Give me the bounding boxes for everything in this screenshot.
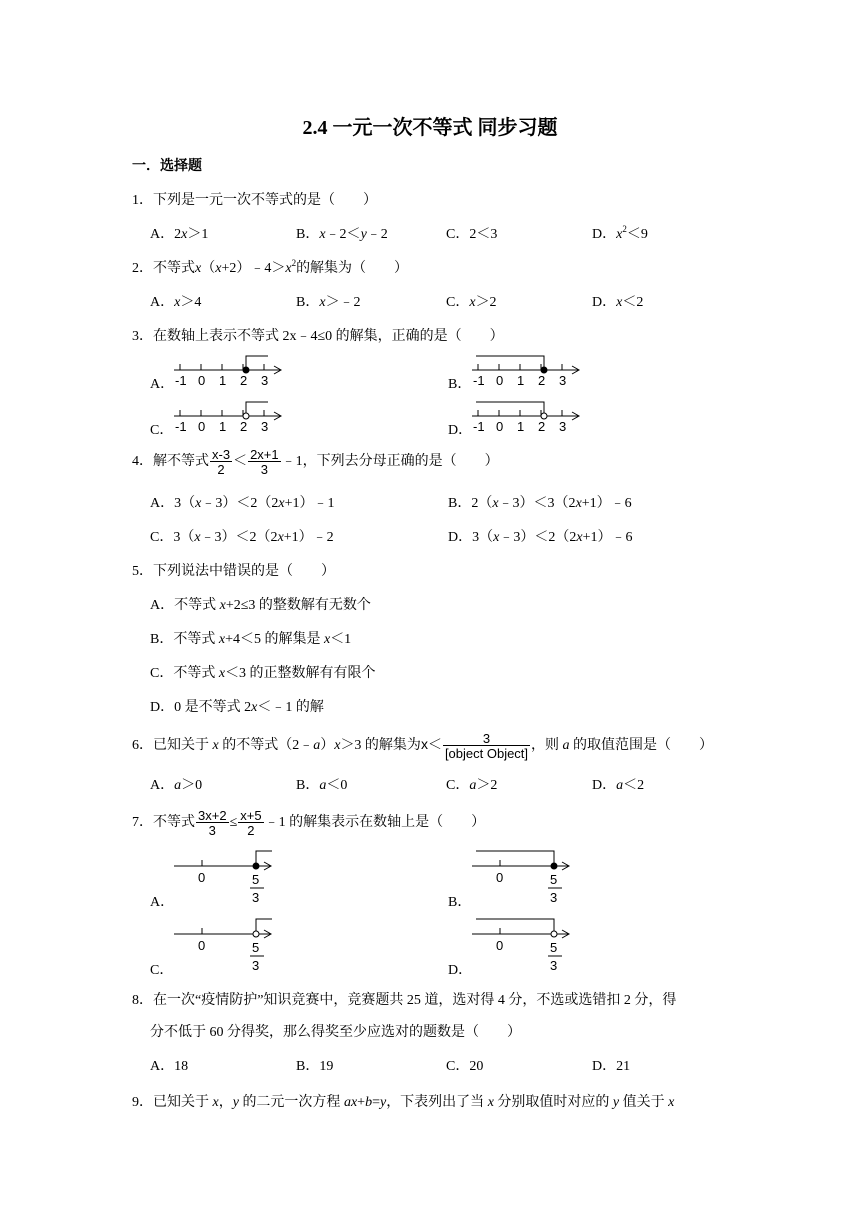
- svg-text:5: 5: [550, 940, 558, 955]
- option-4b[interactable]: B．2（x﹣3）＜3（2x+1）﹣6: [448, 496, 632, 511]
- fraction: $\frac{3}{\text{[object Object]}}$: [444, 730, 529, 761]
- tick-label: 1: [219, 373, 227, 388]
- option-2b[interactable]: B．x＞﹣2: [296, 295, 361, 310]
- tick-label: -1: [175, 373, 187, 388]
- svg-text:-1: -1: [473, 419, 485, 434]
- option-5a[interactable]: A．不等式 x+2≤3 的整数解有无数个: [150, 598, 371, 613]
- question-4: 4．解不等式 $\frac{x-3}{2}$ ＜ $\frac{2x+1}{3}$ ﹣1，下列去分母正确的是（ ）: [132, 446, 499, 477]
- option-6d[interactable]: D．a＜2: [592, 778, 645, 793]
- svg-text:0: 0: [496, 419, 504, 434]
- question-number: 1．: [132, 193, 153, 208]
- number-line-7a: [172, 846, 282, 908]
- fraction: $\frac{x-3}{2}$: [212, 446, 231, 477]
- question-text: 下列是一元一次不等式的是（ ）: [153, 193, 377, 208]
- tick-label: 0: [198, 373, 206, 388]
- svg-text:0: 0: [496, 938, 504, 953]
- number-line-3d: [468, 398, 588, 434]
- number-line-7b: [470, 846, 580, 908]
- option-7a-label[interactable]: A．: [150, 895, 175, 910]
- option-8b[interactable]: B．19: [296, 1059, 334, 1074]
- option-1c[interactable]: C．2＜3: [446, 227, 498, 242]
- question-5: 5．下列说法中错误的是（ ）: [132, 564, 335, 579]
- option-3d-label[interactable]: D．: [448, 423, 473, 438]
- svg-text:1: 1: [517, 373, 525, 388]
- svg-text:5: 5: [550, 872, 558, 887]
- question-8-line-2: 分不低于 60 分得奖，那么得奖至少应选对的题数是（ ）: [150, 1025, 521, 1040]
- option-5d[interactable]: D．0 是不等式 2x＜﹣1 的解: [150, 700, 324, 715]
- svg-text:0: 0: [198, 419, 206, 434]
- page-title: 2.4 一元一次不等式 同步习题: [302, 117, 558, 139]
- svg-text:3: 3: [550, 958, 558, 973]
- question-2: 2．不等式$x(x+2)﹣4>x^2$的解集为（ ）: [132, 258, 409, 276]
- option-2c[interactable]: C．x＞2: [446, 295, 497, 310]
- number-line-3b: [468, 352, 588, 388]
- svg-text:5: 5: [252, 872, 260, 887]
- option-2a[interactable]: A．x＞4: [150, 295, 202, 310]
- option-3b-label[interactable]: B．: [448, 377, 472, 392]
- fraction: $\frac{x+5}{2}$: [240, 807, 262, 838]
- number-line-7c: [172, 914, 282, 976]
- question-9: 9．已知关于 x，y 的二元一次方程 ax+b=y，下表列出了当 x 分别取值时对应的 y 值关于 x: [132, 1095, 675, 1110]
- option-7d-label[interactable]: D．: [448, 963, 473, 978]
- svg-text:0: 0: [198, 938, 206, 953]
- option-5c[interactable]: C．不等式 x＜3 的正整数解有有限个: [150, 666, 376, 681]
- option-6a[interactable]: A．a＞0: [150, 778, 203, 793]
- tick-label: 3: [261, 373, 269, 388]
- option-8a[interactable]: A．18: [150, 1059, 189, 1074]
- svg-text:3: 3: [261, 419, 269, 434]
- option-1a[interactable]: A．2x＞1: [150, 227, 209, 242]
- svg-text:3: 3: [550, 890, 558, 905]
- svg-text:2: 2: [538, 419, 546, 434]
- tick-label: 2: [240, 373, 248, 388]
- question-3: 3．在数轴上表示不等式 2x﹣4≤0 的解集，正确的是（ ）: [132, 329, 504, 344]
- question-8-line-1: 8．在一次“疫情防护”知识竞赛中，竞赛题共 25 道，选对得 4 分，不选或选错扣 2 分，得: [132, 993, 677, 1008]
- svg-text:1: 1: [517, 419, 525, 434]
- number-line-7d: [470, 914, 580, 976]
- option-4c[interactable]: C．3（x﹣3）＜2（2x+1）﹣2: [150, 530, 334, 545]
- option-8c[interactable]: C．20: [446, 1059, 484, 1074]
- svg-text:3: 3: [559, 419, 567, 434]
- svg-text:0: 0: [496, 373, 504, 388]
- question-1: [132, 194, 377, 208]
- svg-text:5: 5: [252, 940, 260, 955]
- option-2d[interactable]: D．x＜2: [592, 295, 644, 310]
- option-8d[interactable]: D．21: [592, 1059, 631, 1074]
- fraction: $\frac{3x+2}{3}$: [198, 807, 227, 838]
- question-6: 6．已知关于 x 的不等式（2﹣a）x＞3 的解集为x＜ $\frac{3}{\text{[object Object]}}$ ，则 a 的取值范围是（ ）: [132, 730, 714, 761]
- option-1b[interactable]: B．x﹣2＜y﹣2: [296, 227, 388, 242]
- section-heading: 一．选择题: [132, 159, 202, 174]
- svg-text:3: 3: [559, 373, 567, 388]
- svg-text:0: 0: [198, 870, 206, 885]
- svg-text:2: 2: [240, 419, 248, 434]
- option-6c[interactable]: C．a＞2: [446, 778, 498, 793]
- option-4d[interactable]: D．3（x﹣3）＜2（2x+1）﹣6: [448, 530, 633, 545]
- option-4a[interactable]: A．3（x﹣3）＜2（2x+1）﹣1: [150, 496, 335, 511]
- question-7: 7．不等式 $\frac{3x+2}{3}$ ≤ $\frac{x+5}{2}$ ﹣1 的解集表示在数轴上是（ ）: [132, 807, 486, 838]
- svg-text:1: 1: [219, 419, 227, 434]
- number-line-3a: [170, 352, 290, 388]
- option-7c-label[interactable]: C．: [150, 963, 174, 978]
- svg-text:-1: -1: [473, 373, 485, 388]
- option-1d[interactable]: D．$x^2<9$: [592, 224, 648, 242]
- fraction: $\frac{2x+1}{3}$: [250, 446, 279, 477]
- number-line-3c: [170, 398, 290, 434]
- svg-text:0: 0: [496, 870, 504, 885]
- option-7b-label[interactable]: B．: [448, 895, 472, 910]
- option-3c-label[interactable]: C．: [150, 423, 174, 438]
- svg-text:3: 3: [252, 890, 260, 905]
- svg-text:-1: -1: [175, 419, 187, 434]
- svg-text:2: 2: [538, 373, 546, 388]
- option-3a-label[interactable]: A．: [150, 377, 175, 392]
- option-6b[interactable]: B．a＜0: [296, 778, 348, 793]
- option-5b[interactable]: B．不等式 x+4＜5 的解集是 x＜1: [150, 632, 352, 647]
- svg-text:3: 3: [252, 958, 260, 973]
